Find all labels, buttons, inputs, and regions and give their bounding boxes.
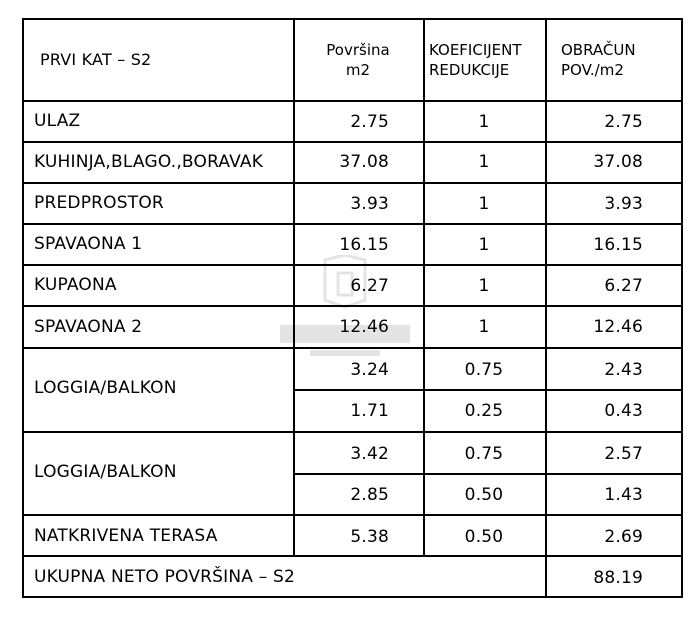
room-coef: 0.75: [464, 360, 504, 380]
room-name: SPAVAONA 1: [34, 234, 143, 254]
room-calc: 0.43: [604, 401, 643, 421]
room-coef: 0.25: [464, 401, 504, 421]
room-area: 6.27: [350, 276, 389, 296]
col-header-calc: [545, 40, 681, 80]
room-area: 12.46: [339, 317, 389, 337]
room-coef: 0.75: [464, 444, 504, 464]
row-divider: [24, 182, 681, 184]
room-name: LOGGIA/BALKON: [34, 462, 177, 482]
total-label: UKUPNA NETO POVRŠINA – S2: [34, 567, 296, 587]
col-header-coef-line1: KOEFICIJENT: [429, 41, 522, 59]
room-coef: 1: [478, 112, 490, 132]
room-name: PREDPROSTOR: [34, 193, 164, 213]
room-name: LOGGIA/BALKON: [34, 378, 177, 398]
row-divider: [24, 264, 681, 266]
room-calc: 2.75: [604, 112, 643, 132]
row-divider: [24, 223, 681, 225]
room-coef: 1: [478, 235, 490, 255]
row-divider: [24, 555, 681, 557]
col-header-area-line1: Površina: [326, 41, 390, 59]
row-divider: [293, 389, 681, 391]
table-title: PRVI KAT – S2: [40, 50, 152, 69]
room-coef: 0.50: [464, 527, 504, 547]
room-name: KUHINJA,BLAGO.,BORAVAK: [34, 152, 264, 172]
col-header-coef-line2: REDUKCIJE: [429, 61, 510, 79]
col-header-area-line2: m2: [345, 61, 371, 79]
room-calc: 6.27: [604, 276, 643, 296]
room-calc: 37.08: [593, 152, 643, 172]
room-area: 3.24: [350, 360, 389, 380]
room-area: 3.93: [350, 194, 389, 214]
room-area: 1.71: [350, 401, 389, 421]
col-divider-3: [545, 20, 547, 596]
row-divider: [24, 100, 681, 102]
room-coef: 1: [478, 152, 490, 172]
row-divider: [293, 473, 681, 475]
room-name: SPAVAONA 2: [34, 317, 143, 337]
room-coef: 1: [478, 317, 490, 337]
room-area: 3.42: [350, 444, 389, 464]
room-calc: 1.43: [604, 485, 643, 505]
room-calc: 16.15: [593, 235, 643, 255]
row-divider: [24, 514, 681, 516]
col-header-coef: [423, 40, 545, 80]
col-header-calc-line2: POV./m2: [561, 61, 624, 79]
row-divider: [24, 141, 681, 143]
room-area: 16.15: [339, 235, 389, 255]
room-area: 2.75: [350, 112, 389, 132]
room-calc: 2.69: [604, 527, 643, 547]
room-area: 37.08: [339, 152, 389, 172]
row-divider: [24, 347, 681, 349]
room-area: 2.85: [350, 485, 389, 505]
room-coef: 1: [478, 276, 490, 296]
room-coef: 0.50: [464, 485, 504, 505]
room-calc: 2.43: [604, 360, 643, 380]
total-value: 88.19: [593, 568, 643, 588]
area-table: [22, 18, 683, 598]
room-name: KUPAONA: [34, 275, 117, 295]
room-calc: 3.93: [604, 194, 643, 214]
room-coef: 1: [478, 194, 490, 214]
room-calc: 12.46: [593, 317, 643, 337]
row-divider: [24, 305, 681, 307]
room-area: 5.38: [350, 527, 389, 547]
row-divider: [24, 431, 681, 433]
room-name: NATKRIVENA TERASA: [34, 526, 218, 546]
col-header-area: [293, 40, 423, 80]
col-header-calc-line1: OBRAČUN: [561, 41, 636, 59]
room-calc: 2.57: [604, 444, 643, 464]
room-name: ULAZ: [34, 111, 81, 131]
